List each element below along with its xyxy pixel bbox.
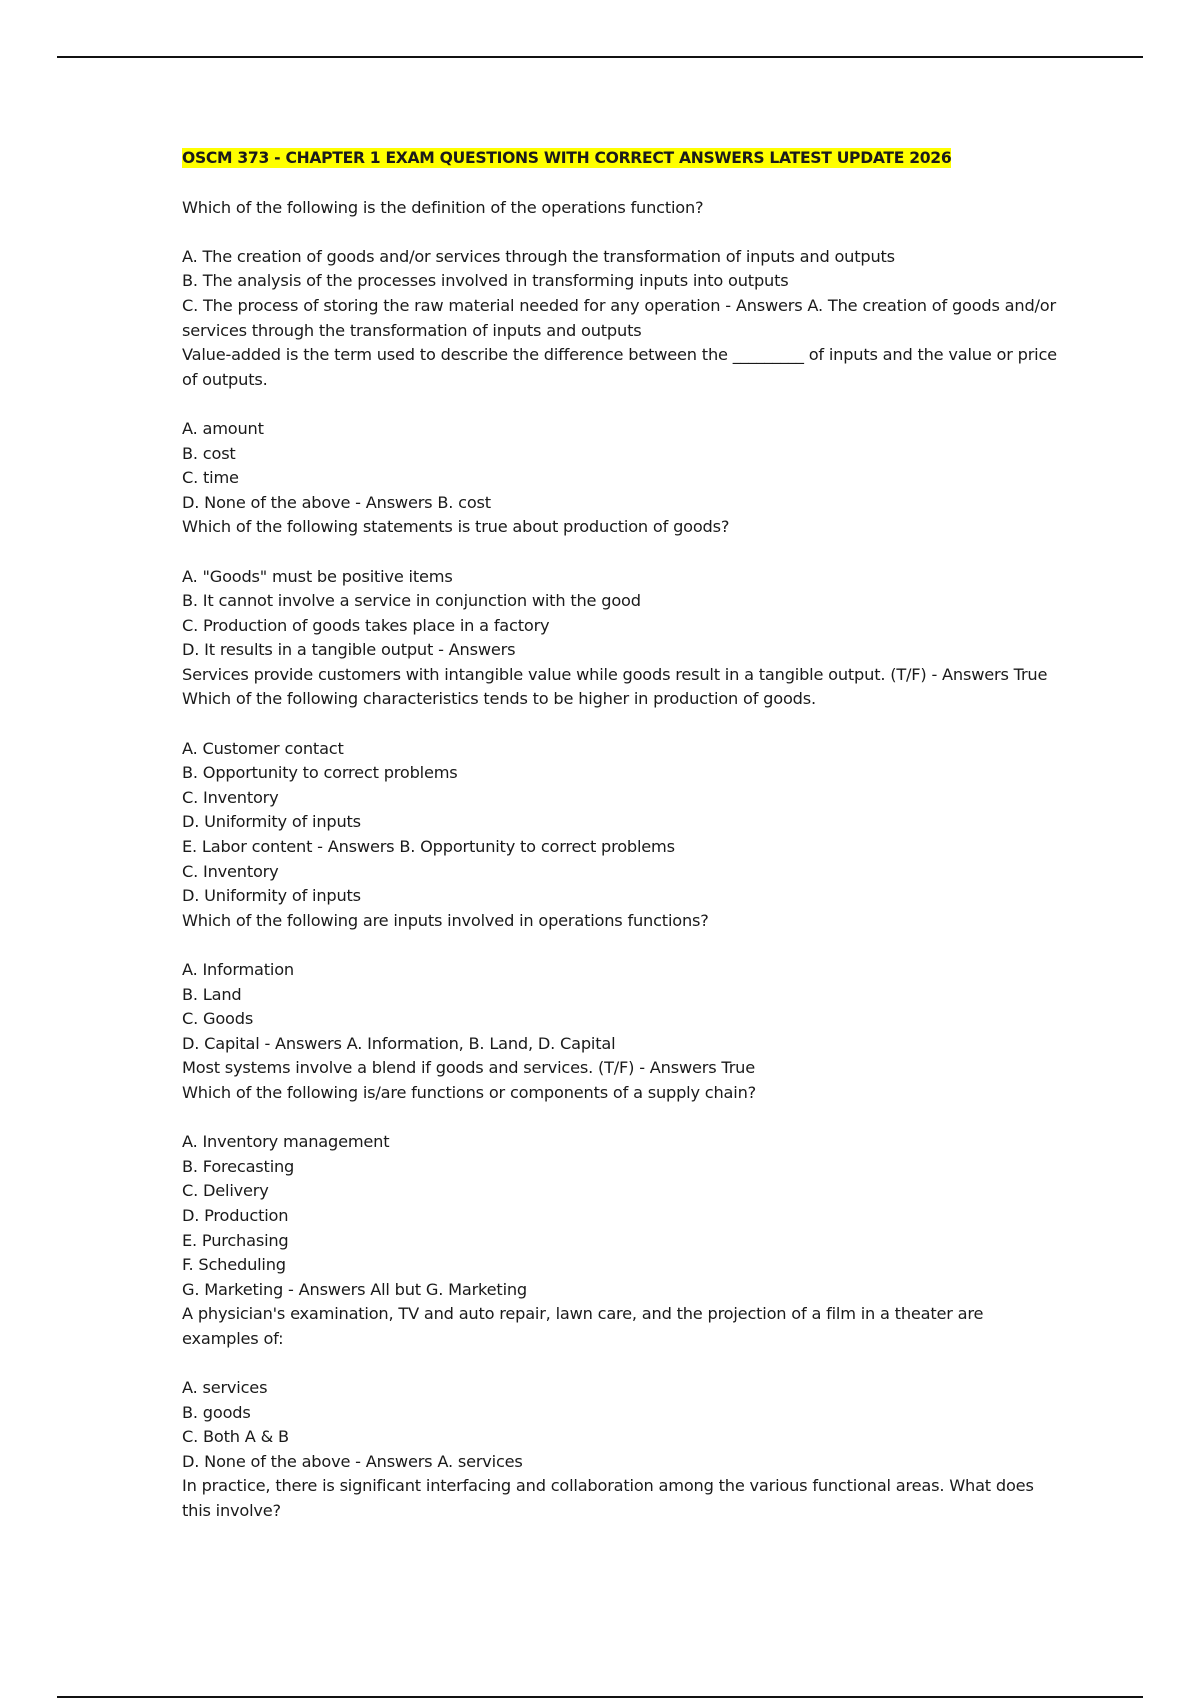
question-block xyxy=(182,565,1062,713)
text-line: E. Labor content - Answers B. Opportunity to correct problems xyxy=(182,837,675,857)
text-line: A physician's examination, TV and auto repair, lawn care, and the projection of a film in a theater are examples of: xyxy=(182,1304,989,1348)
text-line: A. Customer contact xyxy=(182,738,344,758)
text-line: C. Delivery xyxy=(182,1181,269,1201)
text-line: D. Production xyxy=(182,1205,289,1225)
text-line: Services provide customers with intangible value while goods result in a tangible output. (T/F) - Answers True xyxy=(182,664,1048,684)
text-line: A. "Goods" must be positive items xyxy=(182,566,453,586)
text-line: B. Land xyxy=(182,984,242,1004)
text-line: E. Purchasing xyxy=(182,1230,289,1250)
text-line: D. Uniformity of inputs xyxy=(182,812,361,832)
text-line: C. Production of goods takes place in a factory xyxy=(182,615,550,635)
document-body xyxy=(182,146,1062,1524)
text-line: Which of the following is the definition of the operations function? xyxy=(182,197,704,217)
text-line: A. services xyxy=(182,1378,268,1398)
text-line: G. Marketing - Answers All but G. Marketing xyxy=(182,1279,527,1299)
question-block xyxy=(182,245,1062,393)
text-line: B. Opportunity to correct problems xyxy=(182,763,458,783)
text-line: Which of the following are inputs involved in operations functions? xyxy=(182,910,709,930)
text-line: C. time xyxy=(182,468,239,488)
text-line: A. amount xyxy=(182,418,264,438)
text-line: Most systems involve a blend if goods and services. (T/F) - Answers True xyxy=(182,1058,755,1078)
text-line: Which of the following statements is true about production of goods? xyxy=(182,517,730,537)
text-line: B. cost xyxy=(182,443,236,463)
paragraph-gap xyxy=(182,1352,1062,1377)
text-line: F. Scheduling xyxy=(182,1255,286,1275)
text-line: D. None of the above - Answers A. services xyxy=(182,1451,523,1471)
text-line: Which of the following is/are functions or components of a supply chain? xyxy=(182,1082,757,1102)
text-line: A. Inventory management xyxy=(182,1132,390,1152)
question-block xyxy=(182,737,1062,934)
question-block xyxy=(182,196,1062,221)
text-line: Value-added is the term used to describe the difference between the _________ of inputs and the value or price of outputs. xyxy=(182,345,1062,389)
text-line: C. Inventory xyxy=(182,787,279,807)
text-line: C. Inventory xyxy=(182,861,279,881)
text-line: Which of the following characteristics tends to be higher in production of goods. xyxy=(182,689,816,709)
text-line: D. Uniformity of inputs xyxy=(182,886,361,906)
paragraph-gap xyxy=(182,933,1062,958)
question-block xyxy=(182,417,1062,540)
question-block xyxy=(182,1376,1062,1524)
title-line xyxy=(182,146,1062,171)
text-line: D. None of the above - Answers B. cost xyxy=(182,492,491,512)
question-block xyxy=(182,1130,1062,1351)
text-line: B. goods xyxy=(182,1402,251,1422)
text-line: D. It results in a tangible output - Answers xyxy=(182,640,516,660)
header-rule xyxy=(57,56,1143,58)
text-line: In practice, there is significant interfacing and collaboration among the various functional areas. What does this involve? xyxy=(182,1476,1039,1521)
text-line: B. The analysis of the processes involved in transforming inputs into outputs xyxy=(182,271,789,291)
footer-rule xyxy=(57,1696,1143,1698)
paragraph-gap xyxy=(182,712,1062,737)
text-line: C. The process of storing the raw material needed for any operation - Answers A. The creation of goods and/or services through the transformation of inputs and outputs xyxy=(182,295,1061,340)
text-line: B. Forecasting xyxy=(182,1156,295,1176)
paragraph-gap xyxy=(182,220,1062,245)
text-line: B. It cannot involve a service in conjunction with the good xyxy=(182,591,641,611)
paragraph-gap xyxy=(182,1106,1062,1131)
text-line: A. Information xyxy=(182,960,294,979)
question-block xyxy=(182,958,1062,1106)
text-line: C. Both A & B xyxy=(182,1427,289,1447)
document-title: OSCM 373 - CHAPTER 1 EXAM QUESTIONS WITH CORRECT ANSWERS LATEST UPDATE 2026 xyxy=(182,149,952,167)
paragraph-gap xyxy=(182,540,1062,565)
text-line: D. Capital - Answers A. Information, B. Land, D. Capital xyxy=(182,1033,616,1053)
question-blocks xyxy=(182,196,1062,1524)
text-line: A. The creation of goods and/or services through the transformation of inputs and outputs xyxy=(182,246,895,266)
text-line: C. Goods xyxy=(182,1009,254,1029)
paragraph-gap xyxy=(182,392,1062,417)
